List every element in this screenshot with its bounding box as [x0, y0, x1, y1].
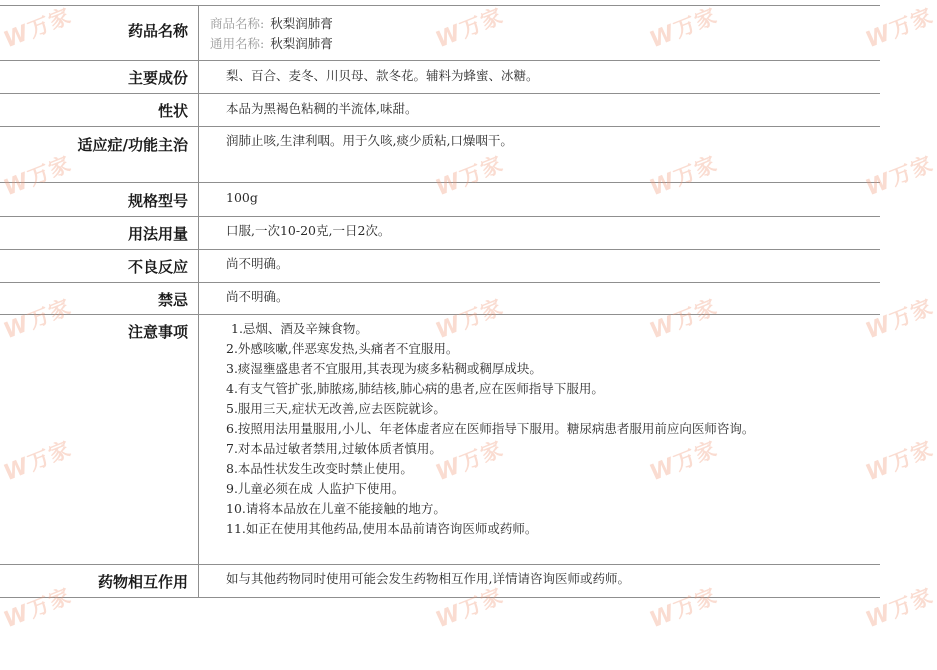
watermark-logo: W万家: [432, 583, 507, 634]
precautions-list: [226, 319, 786, 539]
label-product-name: 药品名称: [0, 6, 199, 60]
trade-name: 秋梨润肺膏: [270, 16, 333, 31]
row-adverse-reactions: [0, 250, 880, 283]
watermark-logo: W万家: [646, 151, 721, 202]
value-appearance: 本品为黑褐色粘稠的半流体,味甜。: [226, 101, 418, 116]
watermark-logo: W万家: [646, 294, 721, 345]
value-precautions: [200, 315, 880, 564]
label-adverse-reactions: 不良反应: [0, 250, 199, 282]
label-ingredients: 主要成份: [0, 61, 199, 93]
watermark-logo: W万家: [862, 151, 937, 202]
watermark-logo: W万家: [432, 436, 507, 487]
label-specification: 规格型号: [0, 183, 199, 216]
row-appearance: [0, 94, 880, 127]
generic-name: 秋梨润肺膏: [270, 36, 333, 51]
value-dosage: 口服,一次10-20克,一日2次。: [226, 223, 391, 238]
label-appearance: 性状: [0, 94, 199, 126]
watermark-logo: W万家: [862, 583, 937, 634]
list-item: 7.对本品过敏者禁用,过敏体质者慎用。: [226, 441, 442, 456]
watermark-logo: W万家: [646, 436, 721, 487]
label-interactions: 药物相互作用: [0, 565, 199, 597]
row-precautions: [0, 315, 880, 565]
watermark-logo: W万家: [0, 3, 75, 54]
generic-name-label: 通用名称:: [210, 36, 265, 51]
value-contraindications: 尚不明确。: [226, 289, 289, 304]
value-adverse-reactions: 尚不明确。: [226, 256, 289, 271]
list-item: 11.如正在使用其他药品,使用本品前请咨询医师或药师。: [226, 521, 538, 536]
watermark-logo: W万家: [0, 583, 75, 634]
watermark-logo: W万家: [646, 3, 721, 54]
row-dosage: [0, 217, 880, 250]
list-item: 5.服用三天,症状无改善,应去医院就诊。: [226, 401, 446, 416]
value-indications: 润肺止咳,生津利咽。用于久咳,痰少质粘,口燥咽干。: [226, 133, 513, 148]
product-names: [200, 6, 880, 60]
watermark-logo: W万家: [432, 3, 507, 54]
row-specification: [0, 183, 880, 217]
watermark-logo: W万家: [0, 151, 75, 202]
trade-name-line: [210, 14, 880, 34]
watermark-logo: W万家: [432, 294, 507, 345]
value-interactions: 如与其他药物同时使用可能会发生药物相互作用,详情请咨询医师或药师。: [226, 571, 630, 586]
watermark-logo: W万家: [432, 151, 507, 202]
trade-name-label: 商品名称:: [210, 16, 265, 31]
label-contraindications: 禁忌: [0, 283, 199, 314]
value-ingredients: 梨、百合、麦冬、川贝母、款冬花。辅料为蜂蜜、冰糖。: [226, 68, 539, 83]
list-item: 9.儿童必须在成 人监护下使用。: [226, 481, 405, 496]
row-ingredients: [0, 61, 880, 94]
watermark-logo: W万家: [0, 436, 75, 487]
label-indications: 适应症/功能主治: [0, 127, 199, 182]
generic-name-line: [210, 34, 880, 54]
row-product-name: [0, 5, 880, 61]
row-interactions: [0, 565, 880, 598]
list-item: 6.按照用法用量服用,小儿、年老体虚者应在医师指导下服用。糖尿病患者服用前应向医师咨询。: [226, 421, 755, 436]
list-item: 3.痰湿壅盛患者不宜服用,其表现为痰多粘稠或稠厚成块。: [226, 361, 542, 376]
list-item: 4.有支气管扩张,肺脓疡,肺结核,肺心病的患者,应在医师指导下服用。: [226, 381, 604, 396]
watermark-logo: W万家: [646, 583, 721, 634]
list-item: 1.忌烟、酒及辛辣食物。: [231, 321, 368, 336]
watermark-logo: W万家: [862, 436, 937, 487]
list-item: 2.外感咳嗽,伴恶寒发热,头痛者不宜服用。: [226, 341, 459, 356]
label-precautions: 注意事项: [0, 315, 199, 564]
list-item: 10.请将本品放在儿童不能接触的地方。: [226, 501, 446, 516]
watermark-logo: W万家: [0, 294, 75, 345]
watermark-logo: W万家: [862, 3, 937, 54]
watermark-logo: W万家: [862, 294, 937, 345]
row-indications: [0, 127, 880, 183]
value-specification: 100g: [226, 190, 258, 205]
list-item: 8.本品性状发生改变时禁止使用。: [226, 461, 413, 476]
row-contraindications: [0, 283, 880, 315]
label-dosage: 用法用量: [0, 217, 199, 249]
